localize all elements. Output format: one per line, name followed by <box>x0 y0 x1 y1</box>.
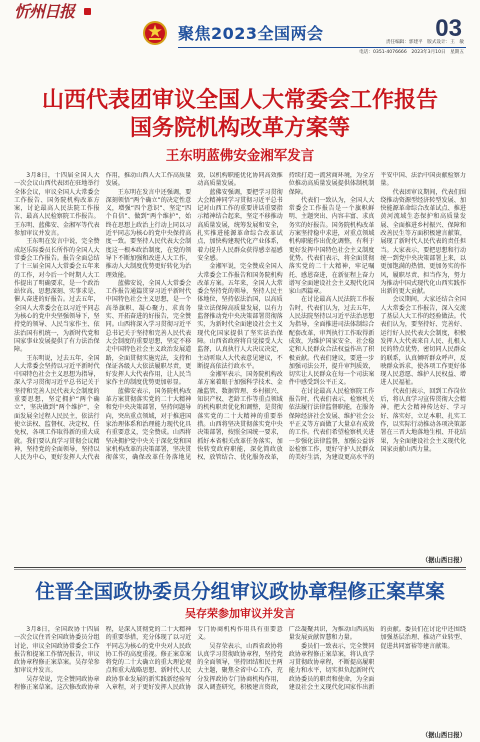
second-article-body <box>14 626 466 730</box>
main-article-body <box>14 172 466 556</box>
section-title: 聚焦2023全国两会 <box>178 24 324 43</box>
paragraph: 会议期间，大家还结合全国人大常委会工作报告，深入交流了基层人大工作的经验做法。代表们认为，要坚持好、完善好、运行好人民代表大会制度，积极发挥人大代表来自人民、扎根人民的特点优势，密切同人民群众的联系，认真倾听群众呼声，反映群众诉求，使各项工作更好体现人民意愿、维护人民权益、增进人民福祉。 <box>380 296 466 387</box>
paragraph: 蓝佛安表示，国务院机构改革方案贯彻落实党的二十大精神和党中央决策部署，坚持问题导向，突出重点领域，对于推进国家治理体系和治理能力现代化具有重要意义，完全赞成。山西将坚决拥护党中央关于深化党和国家机构改革的决策部署，坚决贯彻落实，确保改革任务落地见效，以机构职能优化协同高效推动高质量发展。 <box>105 172 283 462</box>
main-article-source: （据山西日报） <box>419 557 466 565</box>
date-line: 电话：0351-4076666 2023年3月10日 星期五 <box>359 50 464 55</box>
second-headline: 住晋全国政协委员分组审议政协章程修正案草案 <box>35 580 445 603</box>
page-number: 03 <box>435 15 462 42</box>
main-headline-line2: 国务院机构改革方案等 <box>129 116 350 141</box>
article-separator <box>14 567 466 570</box>
paragraph: 蓝佛安说，全国人大常委会工作报告通篇贯穿习近平新时代中国特色社会主义思想，是一个高举旗帜、凝心聚力、求真务实、开拓奋进的好报告，完全赞同。山西将深入学习贯彻习近平总书记关于坚持和完善人民代表大会制度的重要思想，坚定不移走中国特色社会主义政治发展道路，全面贯彻实施宪法，支持和保证各级人大依法履职尽责，更好发挥人大代表作用，让人民当家作主的制度优势更加彰显。 <box>105 279 192 387</box>
paragraph: 王东明在发言中还强调，要深刻领悟“两个确立”的决定性意义，增强“四个意识”、坚定“四个自信”、做到“两个维护”，始终在思想上政治上行动上同以习近平同志为核心的党中央保持高度一致。要坚持人民代表大会制度这一根本政治制度，在党的领导下不断加强和改进人大工作，推动人大制度优势更好转化为治理效能。 <box>105 188 192 279</box>
paragraph: 金湘军说，完全赞成全国人大常委会工作报告和国务院机构改革方案。五年来，全国人大常委会坚持党的领导，坚持人民主体地位，坚持依法治国，以高质量立法保障高质量发展，以有力监督推动党中央决策部署贯彻落实，为新时代全面建设社会主义现代化国家提供了坚实法治保障。山西省政府将自觉接受人大监督，认真执行人大决议决定，主动听取人大代表意见建议，不断提高依法行政水平。 <box>197 263 283 370</box>
paragraph: 吴存荣表示，山西省政协将认真学习贯彻政协章程，坚持党的全面领导，坚持团结和民主两大主题，聚焦全省中心工作，充分发挥政协专门协商机构作用，深入调查研究，积极建言资政，广泛凝聚共识，为推动山西高质量发展贡献智慧和力量。 <box>197 626 375 692</box>
paragraph: 3月8日，十四届全国人大一次会议山西代表团在驻地举行全体会议，审议全国人大常委会工作报告、国务院机构改革方案，讨论最高人民法院工作报告、最高人民检察院工作报告。王东明、蓝佛安、金湘军等代表参加审议并发言。 <box>14 172 100 238</box>
main-headline-line1: 山西代表团审议全国人大常委会工作报告 <box>41 88 438 113</box>
paragraph: 3月8日，全国政协十四届一次会议住晋全国政协委员分组讨论，审议全国政协常委会工作报告和提案工作情况报告，审议政协章程修正案草案。吴存荣参加审议并发言。 <box>14 626 100 675</box>
editor-line: 责任编辑：郭建平 版式设计：王 敏 <box>385 40 464 45</box>
paragraph: 在讨论最高人民法院工作报告时，代表们认为，过去五年，人民法院坚持以习近平法治思想为指导，全面推进司法体制综合配套改革，审判执行工作取得新成效，为维护国家安全、社会稳定和人民群众合法权益作出了积极贡献。代表们建议，要进一步加强司法公开，提升审判质效，切实让人民群众在每一个司法案件中感受到公平正义。 <box>288 296 375 387</box>
second-article-source: （据山西日报） <box>419 732 466 740</box>
paragraph: 吴存荣说，完全赞同政协章程修正案草案。这次修改政协章程，是深入贯彻党的二十大精神的重要举措，充分体现了以习近平同志为核心的党中央对人民政协工作的高度重视。修正案草案将党的二十大确立的重大理论观点和重大战略思想、新时代人民政协事业发展的新实践新经验写入章程，对于更好发挥人民政协专门协商机构作用具有重要意义。 <box>14 626 283 692</box>
paragraph: 王东明说，过去五年，全国人大常委会坚持以习近平新时代中国特色社会主义思想为指导，深入学习贯彻习近平总书记关于坚持和完善人民代表大会制度的重要思想，坚定拥护“两个确立”，坚决做到“两个维护”，全面发展全过程人民民主，依法行使立法权、监督权、决定权、任免权，各项工作取得新的重大成就。我们要认真学习贯彻会议精神，坚持党的全面领导，坚持以人民为中心，更好发挥人大代表作用，推动山西人大工作高质量发展。 <box>14 172 192 462</box>
header-rule <box>178 47 466 48</box>
paragraph: 委员们一致表示，完全赞同政协章程修正案草案，将认真学习贯彻政协章程，不断提高履职能力和水平，切实担负起新时代政协委员的职责和使命，为全面建设社会主义现代化国家作出新的贡献。委员们在讨论中还围绕加强基层治理、推动产业转型、促进共同富裕等建言献策。 <box>288 626 466 692</box>
paragraph: 代表们一致认为，全国人大常委会工作报告是一个旗帜鲜明、主题突出、内容丰富、求真务实的好报告。国务院机构改革方案坚持稳中求进，对重点领域机构职能作出优化调整，有利于更好发挥中国特色社会主义制度优势。代表们表示，将全面贯彻落实党的二十大精神，牢记嘱托、感恩奋进，在新征程上奋力谱写全面建设社会主义现代化国家山西篇章。 <box>288 196 375 296</box>
national-emblem-icon <box>142 20 168 46</box>
paragraph: 代表团审议期间，代表们围绕推动资源型经济转型发展、加快能源革命综合改革试点、推进黄河流域生态保护和高质量发展、全面推进乡村振兴、保障和改善民生等方面积极建言献策，展现了新时代人民代表的责任担当。大家表示，要把思想和行动统一到党中央决策部署上来，以更加饱满的热情、更加务实的作风，履职尽责、担当作为，努力为推动中国式现代化山西实践作出新的更大贡献。 <box>380 188 466 296</box>
masthead-logo: 忻州日报 <box>14 2 75 21</box>
paragraph: 金湘军表示，国务院机构改革方案着眼于加强科学技术、金融监管、数据管理、乡村振兴、知识产权、老龄工作等重点领域的机构职责优化和调整，是贯彻落实党的二十大精神的重要举措。山西将坚决贯彻落实党中央决策部署，按照全国统一要求，抓好本省相关改革任务落实，加快转变政府职能，深化简政放权、放管结合、优化服务改革，持续打造一流营商环境，为全方位推动高质量发展提供体制机制保障。 <box>197 172 375 462</box>
masthead-seal-icon <box>84 8 91 15</box>
main-subheadline: 王东明蓝佛安金湘军发言 <box>165 148 315 164</box>
paragraph: 在讨论最高人民检察院工作报告时，代表们表示，检察机关依法履行法律监督职能，在服务保障经济社会发展、维护社会公平正义等方面做了大量卓有成效的工作。代表们希望检察机关进一步强化法律监督，加强公益诉讼检察工作，更好守护人民群众的美好生活，为建设更高水平的平安中国、法治中国贡献检察力量。 <box>288 172 466 462</box>
paragraph: 蓝佛安强调，要把学习贯彻大会精神同学习贯彻习近平总书记对山西工作的重要讲话重要指示精神结合起来，坚定不移推动高质量发展，统筹发展和安全，扎实推进能源革命综合改革试点，加快构建现代化产业体系，着力提升人民群众获得感幸福感安全感。 <box>197 188 283 262</box>
second-subheadline: 吴存荣参加审议并发言 <box>185 607 295 620</box>
paragraph: 代表们表示，回到工作岗位后，将认真学习宣传贯彻大会精神，把大会精神传达好、学习好、落实好，立足本职、扎实工作，以实际行动推动各项决策部署在三晋大地落地生根、开花结果，为全面建设社会主义现代化国家贡献山西力量。 <box>380 387 466 453</box>
paragraph: 王东明在发言中说，完全赞成赵乐际委员长所作的全国人大常委会工作报告。报告全面总结了十三届全国人大常委会五年来的工作，对今后一个时期人大工作提出了明确要求，是一个政治站位高、思想深刻、实事求是、催人奋进的好报告。过去五年，全国人大常委会在以习近平同志为核心的党中央坚强领导下，坚持党的领导、人民当家作主、依法治国有机统一，为新时代党和国家事业发展提供了有力法治保障。 <box>14 238 100 354</box>
